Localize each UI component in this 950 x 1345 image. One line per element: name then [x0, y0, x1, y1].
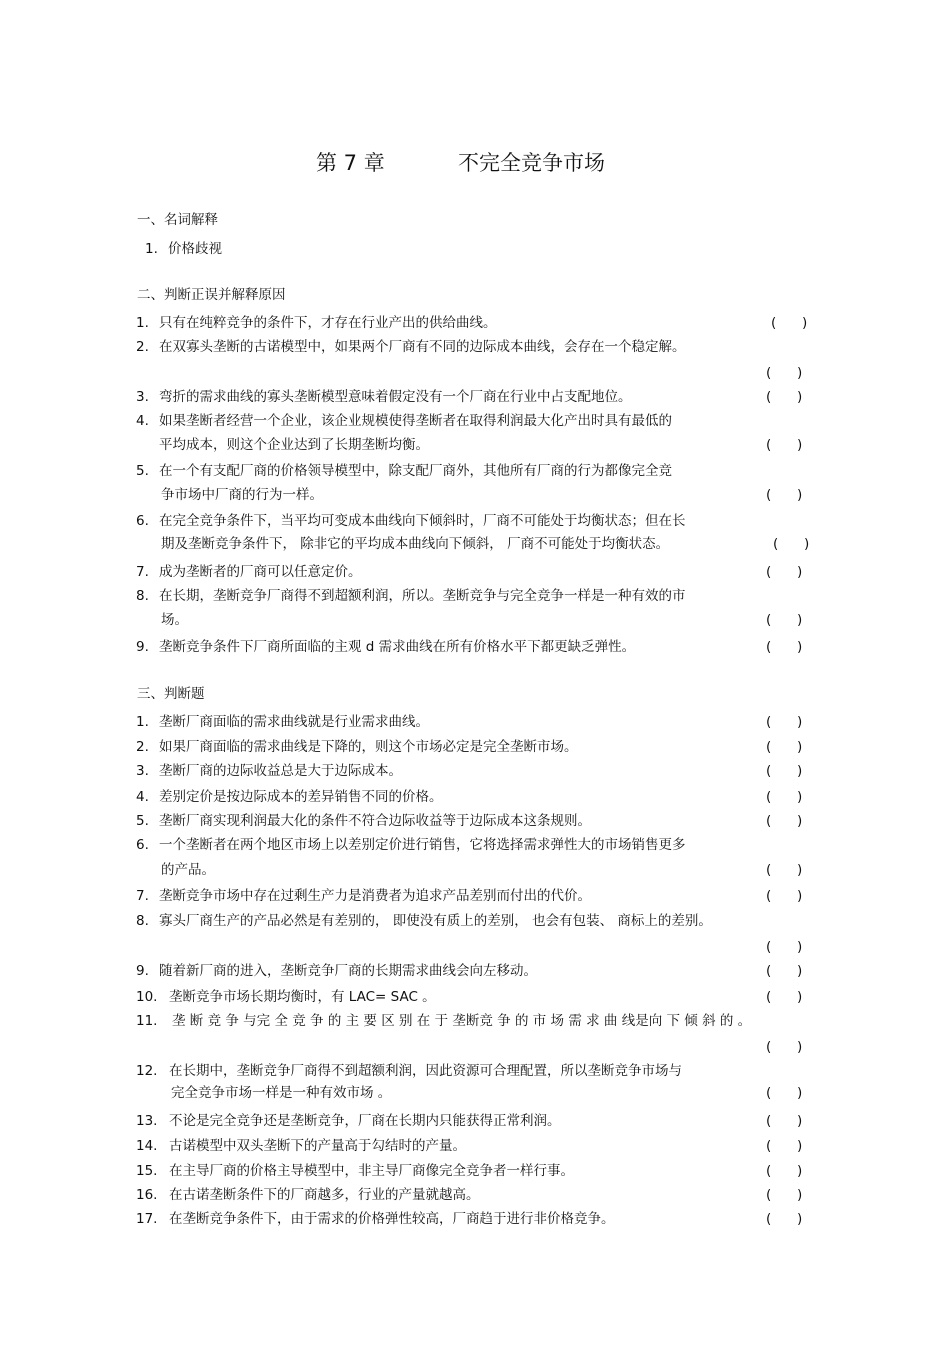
question-text: 成为垄断者的厂商可以任意定价。	[159, 564, 362, 580]
item-number: 10.	[136, 989, 158, 1005]
answer-blank[interactable]: ( )	[766, 989, 803, 1005]
item-number: 6.	[136, 837, 149, 853]
question-text: 如果垄断者经营一个企业，该企业规模使得垄断者在取得利润最大化产出时具有最低的	[159, 413, 672, 429]
item-number: 13.	[136, 1113, 158, 1129]
question-text-continued: 争市场中厂商的行为一样。	[161, 487, 323, 503]
section-heading-true-false: 三、判断题	[137, 686, 205, 702]
answer-blank[interactable]: ( )	[766, 763, 803, 779]
item-number: 3.	[136, 763, 149, 779]
item-number: 1.	[145, 241, 158, 257]
answer-blank[interactable]: ( )	[771, 315, 808, 331]
question-text: 在双寡头垄断的古诺模型中，如果两个厂商有不同的边际成本曲线，会存在一个稳定解。	[159, 339, 686, 355]
question-text: 不论是完全竞争还是垄断竞争，厂商在长期内只能获得正常利润。	[169, 1113, 561, 1129]
section-heading-true-false-explain: 二、判断正误并解释原因	[137, 287, 286, 303]
item-number: 9.	[136, 639, 149, 655]
question-text: 只有在纯粹竞争的条件下，才存在行业产出的供给曲线。	[159, 315, 497, 331]
answer-blank[interactable]: ( )	[766, 1163, 803, 1179]
item-number: 16.	[136, 1187, 158, 1203]
item-number: 2.	[136, 739, 149, 755]
item-number: 9.	[136, 963, 149, 979]
item-number: 4.	[136, 789, 149, 805]
chapter-title: 不完全竞争市场	[458, 151, 605, 175]
question-text: 垄断厂商面临的需求曲线就是行业需求曲线。	[159, 714, 429, 730]
answer-blank[interactable]: ( )	[766, 639, 803, 655]
question-text-continued: 期及垄断竞争条件下， 除非它的平均成本曲线向下倾斜， 厂商不可能处于均衡状态。	[161, 536, 670, 552]
item-number: 1.	[136, 714, 149, 730]
item-number: 7.	[136, 888, 149, 904]
answer-blank[interactable]: ( )	[766, 612, 803, 628]
answer-blank[interactable]: ( )	[766, 1138, 803, 1154]
answer-blank[interactable]: ( )	[766, 365, 803, 381]
answer-blank[interactable]: ( )	[766, 714, 803, 730]
question-text: 差别定价是按边际成本的差异销售不同的价格。	[159, 789, 443, 805]
item-number: 8.	[136, 588, 149, 604]
answer-blank[interactable]: ( )	[766, 939, 803, 955]
answer-blank[interactable]: ( )	[766, 739, 803, 755]
answer-blank[interactable]: ( )	[766, 1187, 803, 1203]
answer-blank[interactable]: ( )	[766, 789, 803, 805]
question-text: 垄断竞争市场长期均衡时，有 LAC= SAC 。	[169, 989, 436, 1005]
item-number: 7.	[136, 564, 149, 580]
answer-blank[interactable]: ( )	[766, 888, 803, 904]
answer-blank[interactable]: ( )	[773, 536, 810, 552]
answer-blank[interactable]: ( )	[766, 862, 803, 878]
answer-blank[interactable]: ( )	[766, 1211, 803, 1227]
item-number: 17.	[136, 1211, 158, 1227]
answer-blank[interactable]: ( )	[766, 437, 803, 453]
question-text-continued: 平均成本，则这个企业达到了长期垄断均衡。	[159, 437, 429, 453]
question-text: 在一个有支配厂商的价格领导模型中，除支配厂商外，其他所有厂商的行为都像完全竞	[159, 463, 672, 479]
answer-blank[interactable]: ( )	[766, 487, 803, 503]
item-number: 1.	[136, 315, 149, 331]
item-number: 15.	[136, 1163, 158, 1179]
question-text: 垄断厂商的边际收益总是大于边际成本。	[159, 763, 402, 779]
answer-blank[interactable]: ( )	[766, 963, 803, 979]
item-number: 14.	[136, 1138, 158, 1154]
answer-blank[interactable]: ( )	[766, 389, 803, 405]
question-text: 垄断竞争市场中存在过剩生产力是消费者为追求产品差别而付出的代价。	[159, 888, 591, 904]
question-text: 在长期中，垄断竞争厂商得不到超额利润，因此资源可合理配置，所以垄断竞争市场与	[169, 1063, 682, 1079]
question-text-continued: 的产品。	[161, 862, 215, 878]
answer-blank[interactable]: ( )	[766, 1113, 803, 1129]
item-number: 3.	[136, 389, 149, 405]
item-number: 11.	[136, 1013, 158, 1029]
item-number: 6.	[136, 513, 149, 529]
question-text-continued: 场。	[161, 612, 188, 628]
answer-blank[interactable]: ( )	[766, 564, 803, 580]
question-text: 一个垄断者在两个地区市场上以差别定价进行销售，它将选择需求弹性大的市场销售更多	[159, 837, 686, 853]
answer-blank[interactable]: ( )	[766, 1085, 803, 1101]
question-text: 寡头厂商生产的产品必然是有差别的， 即使没有质上的差别， 也会有包装、 商标上的差别。	[159, 913, 712, 929]
question-text: 在古诺垄断条件下的厂商越多，行业的产量就越高。	[169, 1187, 480, 1203]
item-number: 8.	[136, 913, 149, 929]
question-text: 在垄断竞争条件下，由于需求的价格弹性较高，厂商趋于进行非价格竞争。	[169, 1211, 615, 1227]
item-number: 2.	[136, 339, 149, 355]
item-number: 5.	[136, 813, 149, 829]
question-text: 在长期，垄断竞争厂商得不到超额利润，所以。垄断竞争与完全竞争一样是一种有效的市	[159, 588, 686, 604]
item-number: 5.	[136, 463, 149, 479]
question-text-continued: 完全竞争市场一样是一种有效市场 。	[171, 1085, 392, 1101]
question-text: 在主导厂商的价格主导模型中，非主导厂商像完全竞争者一样行事。	[169, 1163, 574, 1179]
term-text: 价格歧视	[168, 241, 222, 257]
question-text: 垄断竞争条件下厂商所面临的主观 d 需求曲线在所有价格水平下都更缺乏弹性。	[159, 639, 636, 655]
question-text: 如果厂商面临的需求曲线是下降的，则这个市场必定是完全垄断市场。	[159, 739, 578, 755]
question-text: 垄断厂商实现利润最大化的条件不符合边际收益等于边际成本这条规则。	[159, 813, 591, 829]
question-text: 在完全竞争条件下，当平均可变成本曲线向下倾斜时，厂商不可能处于均衡状态；但在长	[159, 513, 686, 529]
question-text: 垄 断 竞 争 与完 全 竞 争 的 主 要 区 别 在 于 垄断竞 争 的 市 场 需 求 曲 线是向 下 倾 斜 的 。	[172, 1013, 752, 1029]
item-number: 12.	[136, 1063, 158, 1079]
answer-blank[interactable]: ( )	[766, 1039, 803, 1055]
question-text: 古诺模型中双头垄断下的产量高于勾结时的产量。	[169, 1138, 466, 1154]
item-number: 4.	[136, 413, 149, 429]
question-text: 弯折的需求曲线的寡头垄断模型意味着假定没有一个厂商在行业中占支配地位。	[159, 389, 632, 405]
question-text: 随着新厂商的进入，垄断竞争厂商的长期需求曲线会向左移动。	[159, 963, 537, 979]
chapter-number: 第 7 章	[316, 151, 385, 175]
section-heading-terms: 一、名词解释	[137, 212, 218, 228]
answer-blank[interactable]: ( )	[766, 813, 803, 829]
